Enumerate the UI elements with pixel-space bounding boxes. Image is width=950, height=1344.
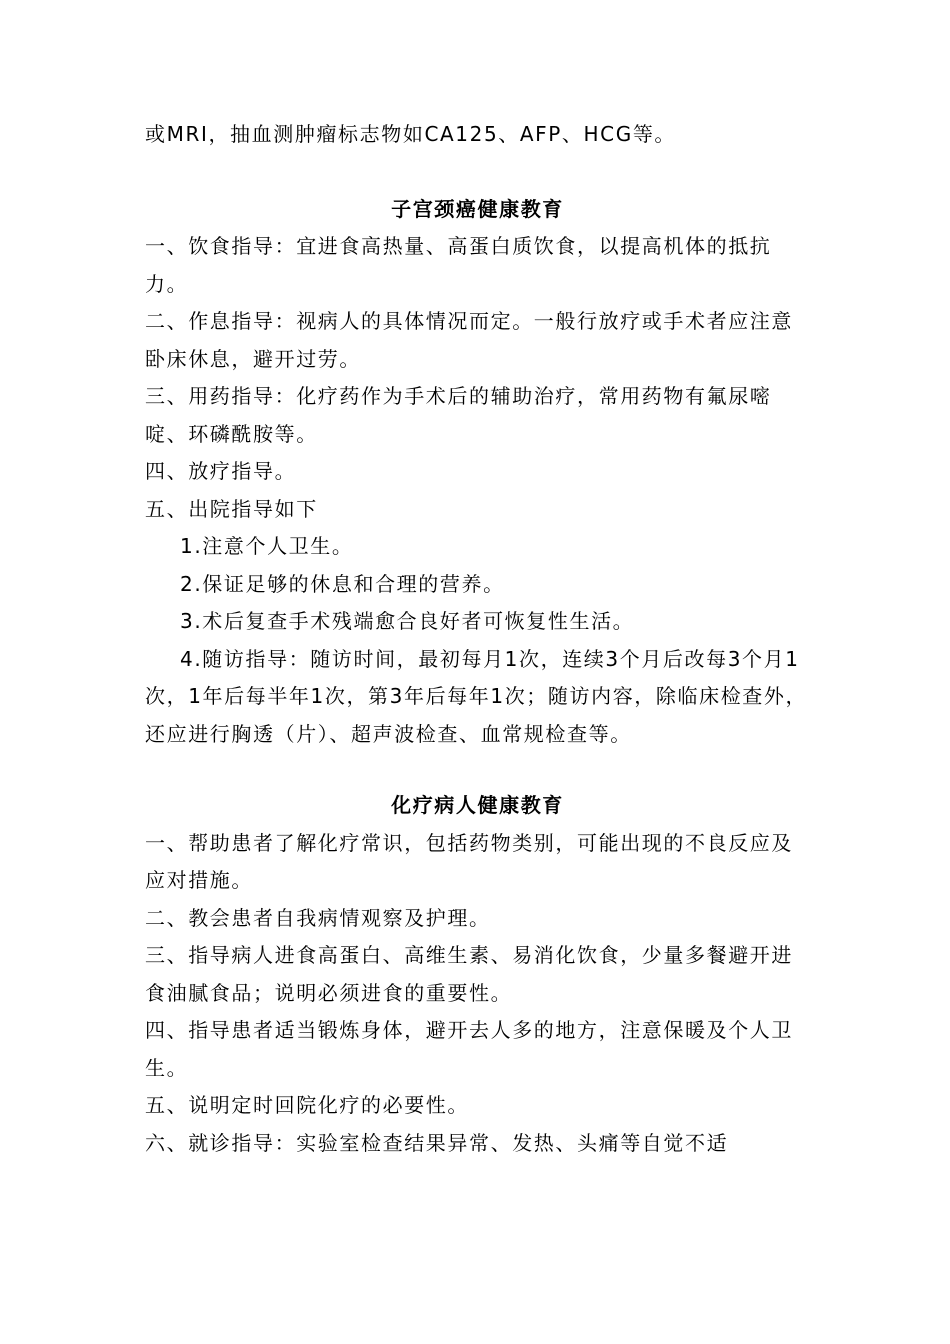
section2-item-knowledge: 一、帮助患者了解化疗常识，包括药物类别，可能出现的不良反应及应对措施。 bbox=[145, 830, 793, 892]
section-title-chemotherapy: 化疗病人健康教育 bbox=[391, 793, 564, 817]
discharge-subitem-followup: 4.随访指导：随访时间，最初每月1次，连续3个月后改每3个月1次，1年后每半年1次，第3年后每年1次；随访内容，除临床检查外，还应进行胸透（片）、超声波检查、血常规检查等。 bbox=[145, 646, 808, 746]
section2-item-return-visit: 五、说明定时回院化疗的必要性。 bbox=[145, 1093, 469, 1117]
section1-item-discharge: 五、出院指导如下 bbox=[145, 496, 318, 521]
section1-item-diet: 一、饮食指导：宜进食高热量、高蛋白质饮食，以提高机体的抵抗力。 bbox=[145, 234, 772, 296]
section2-item-exercise: 四、指导患者适当锻炼身体，避开去人多的地方，注意保暖及个人卫生。 bbox=[145, 1018, 793, 1080]
intro-line: 或MRI，抽血测肿瘤标志物如CA125、AFP、HCG等。 bbox=[145, 122, 677, 146]
section2-item-self-observation: 二、教会患者自我病情观察及护理。 bbox=[145, 905, 491, 930]
discharge-subitem-nutrition: 2.保证足够的休息和合理的营养。 bbox=[180, 571, 505, 596]
discharge-subitem-hygiene: 1.注意个人卫生。 bbox=[180, 534, 354, 558]
section1-item-medication: 三、用药指导：化疗药作为手术后的辅助治疗，常用药物有氟尿嘧啶、环磷酰胺等。 bbox=[145, 384, 772, 446]
section1-item-rest: 二、作息指导：视病人的具体情况而定。一般行放疗或手术者应注意卧床休息，避开过劳。 bbox=[145, 309, 793, 371]
section2-item-diet: 三、指导病人进食高蛋白、高维生素、易消化饮食，少量多餐避开进食油腻食品；说明必须进食的重要性。 bbox=[145, 943, 793, 1005]
section1-item-radiotherapy: 四、放疗指导。 bbox=[145, 459, 297, 483]
section2-item-consultation: 六、就诊指导：实验室检查结果异常、发热、头痛等自觉不适 bbox=[145, 1130, 729, 1155]
document-body bbox=[145, 116, 810, 1162]
section-title-cervical-cancer: 子宫颈癌健康教育 bbox=[391, 196, 564, 221]
discharge-subitem-recovery: 3.术后复查手术残端愈合良好者可恢复性生活。 bbox=[180, 609, 635, 633]
